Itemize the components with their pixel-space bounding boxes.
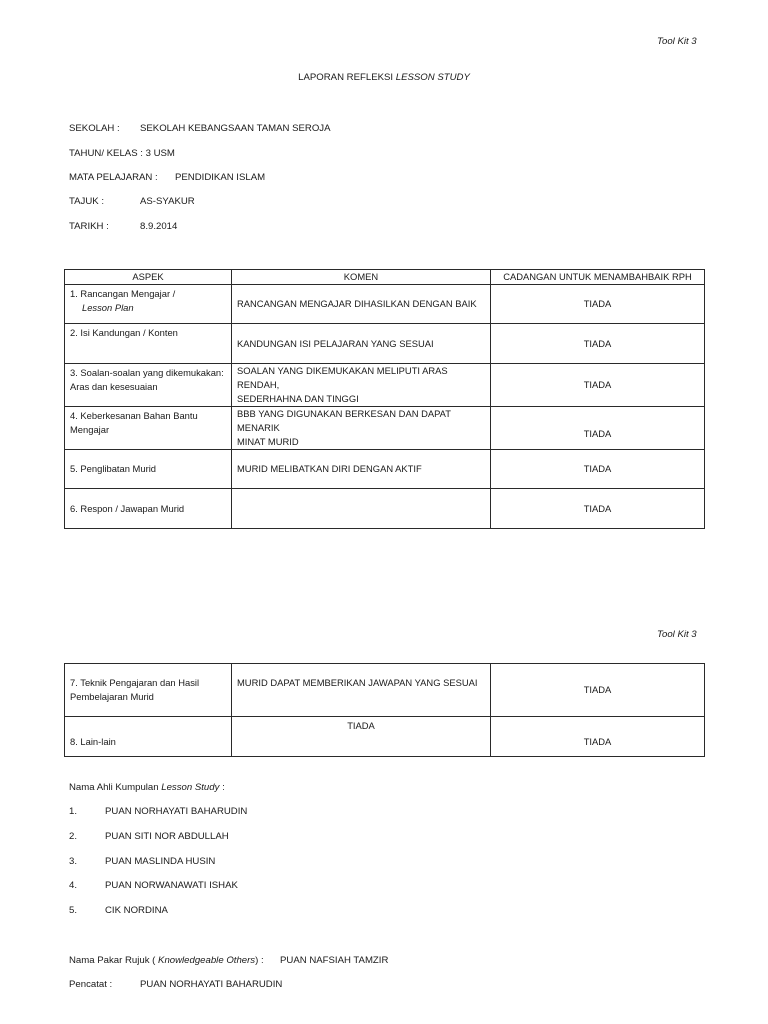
page-title <box>0 72 768 83</box>
pakar-rujuk-label <box>69 955 264 966</box>
sekolah-value: SEKOLAH KEBANGSAAN TAMAN SEROJA <box>140 123 331 134</box>
tarikh-label: TARIKH : <box>69 221 109 232</box>
toolkit-label: Tool Kit 3 <box>657 36 697 47</box>
cadangan-cell: TIADA <box>491 407 705 450</box>
aspek-cell: 8. Lain-lain <box>65 717 232 757</box>
members-heading <box>69 782 225 793</box>
table-header-row <box>65 270 705 285</box>
tajuk-value: AS-SYAKUR <box>140 196 195 207</box>
tarikh-value: 8.9.2014 <box>140 221 178 232</box>
aspek-text-line2: Aras dan kesesuaian <box>70 381 158 392</box>
toolkit-label-2: Tool Kit 3 <box>657 629 697 640</box>
tahun-kelas: TAHUN/ KELAS : 3 USM <box>69 148 175 159</box>
member-num: 1. <box>69 806 78 817</box>
table-row <box>65 664 705 717</box>
komen-cell <box>232 407 491 450</box>
aspek-text: 1. Rancangan Mengajar / <box>70 288 176 299</box>
pakar-label-suffix: ) : <box>255 955 264 966</box>
cadangan-cell: TIADA <box>491 324 705 364</box>
table-row <box>65 407 705 450</box>
member-name: CIK NORDINA <box>105 905 168 916</box>
reflection-table <box>64 269 705 529</box>
komen-text: BBB YANG DIGUNAKAN BERKESAN DAN DAPAT MENARIK <box>237 408 451 433</box>
member-name: PUAN NORWANAWATI ISHAK <box>105 880 238 891</box>
table-row <box>65 717 705 757</box>
cadangan-cell: TIADA <box>491 450 705 489</box>
member-num: 3. <box>69 856 78 867</box>
cadangan-cell: TIADA <box>491 364 705 407</box>
header-cadangan: CADANGAN UNTUK MENAMBAHBAIK RPH <box>491 270 705 285</box>
sekolah-label: SEKOLAH : <box>69 123 120 134</box>
member-name: PUAN SITI NOR ABDULLAH <box>105 831 229 842</box>
table-row <box>65 285 705 324</box>
title-main: LAPORAN REFLEKSI <box>298 72 394 83</box>
header-komen: KOMEN <box>232 270 491 285</box>
aspek-text: 4. Keberkesanan Bahan Bantu <box>70 410 198 421</box>
members-label-suffix: : <box>219 782 225 793</box>
komen-cell: TIADA <box>232 717 491 757</box>
table-row <box>65 364 705 407</box>
cadangan-cell: TIADA <box>491 717 705 757</box>
members-label-italic: Lesson Study <box>161 782 220 793</box>
member-num: 2. <box>69 831 78 842</box>
komen-text-line2: SEDERHAHNA DAN TINGGI <box>237 393 359 404</box>
komen-cell: KANDUNGAN ISI PELAJARAN YANG SESUAI <box>232 324 491 364</box>
cadangan-cell: TIADA <box>491 285 705 324</box>
reflection-table-2 <box>64 663 705 757</box>
komen-text: SOALAN YANG DIKEMUKAKAN MELIPUTI ARAS RENDAH, <box>237 365 448 390</box>
cadangan-cell: TIADA <box>491 489 705 529</box>
aspek-text: 3. Soalan-soalan yang dikemukakan: <box>70 367 224 378</box>
member-num: 4. <box>69 880 78 891</box>
komen-cell: MURID DAPAT MEMBERIKAN JAWAPAN YANG SESUAI <box>232 664 491 717</box>
aspek-text-italic: Lesson Plan <box>82 302 134 313</box>
pakar-rujuk-value: PUAN NAFSIAH TAMZIR <box>280 955 389 966</box>
aspek-text-line2: Pembelajaran Murid <box>70 691 154 702</box>
members-label: Nama Ahli Kumpulan <box>69 782 159 793</box>
table-row <box>65 489 705 529</box>
aspek-cell <box>65 364 232 407</box>
mata-pelajaran-value: PENDIDIKAN ISLAM <box>175 172 266 183</box>
aspek-text-line2: Mengajar <box>70 424 110 435</box>
komen-cell <box>232 489 491 529</box>
komen-cell <box>232 364 491 407</box>
tajuk-label: TAJUK : <box>69 196 105 207</box>
pencatat-value: PUAN NORHAYATI BAHARUDIN <box>140 979 283 990</box>
title-italic: LESSON STUDY <box>395 72 470 83</box>
mata-pelajaran-label: MATA PELAJARAN : <box>69 172 158 183</box>
pakar-label: Nama Pakar Rujuk ( <box>69 955 156 966</box>
header-aspek: ASPEK <box>65 270 232 285</box>
table-row <box>65 324 705 364</box>
aspek-cell: 5. Penglibatan Murid <box>65 450 232 489</box>
aspek-cell <box>65 285 232 324</box>
table-row <box>65 450 705 489</box>
cadangan-cell: TIADA <box>491 664 705 717</box>
aspek-cell: 2. Isi Kandungan / Konten <box>65 324 232 364</box>
aspek-cell <box>65 407 232 450</box>
komen-cell: RANCANGAN MENGAJAR DIHASILKAN DENGAN BAIK <box>232 285 491 324</box>
member-name: PUAN MASLINDA HUSIN <box>105 856 216 867</box>
aspek-text: 7. Teknik Pengajaran dan Hasil <box>70 677 200 688</box>
pencatat-label: Pencatat : <box>69 979 113 990</box>
aspek-cell <box>65 664 232 717</box>
aspek-cell: 6. Respon / Jawapan Murid <box>65 489 232 529</box>
komen-text-line2: MINAT MURID <box>237 436 299 447</box>
komen-cell: MURID MELIBATKAN DIRI DENGAN AKTIF <box>232 450 491 489</box>
pakar-label-italic: Knowledgeable Others <box>155 955 256 966</box>
member-num: 5. <box>69 905 78 916</box>
member-name: PUAN NORHAYATI BAHARUDIN <box>105 806 248 817</box>
